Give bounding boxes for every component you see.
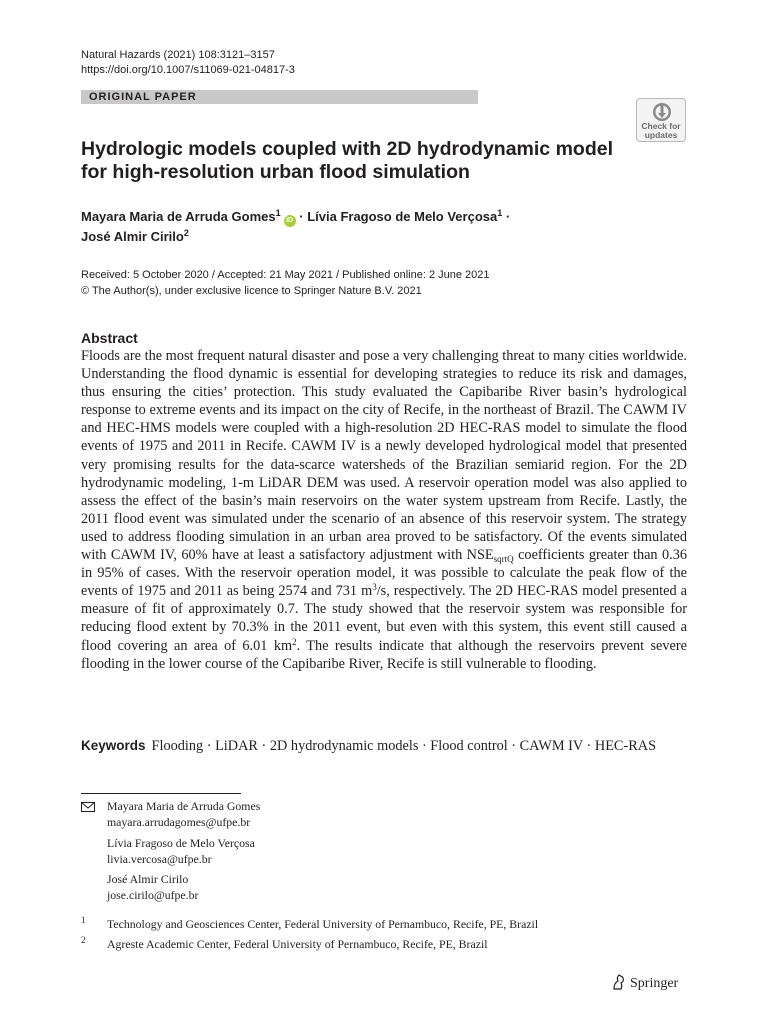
contact-name: Lívia Fragoso de Melo Verçosa	[107, 836, 255, 850]
nse-subscript: sqrtQ	[493, 554, 514, 565]
journal-header	[81, 48, 295, 78]
author-name: Lívia Fragoso de Melo Verçosa	[307, 209, 498, 224]
publisher-name: Springer	[630, 976, 679, 991]
check-for-updates-label: Check for updates	[641, 121, 681, 140]
keywords-section	[81, 737, 681, 756]
contact-name: Mayara Maria de Arruda Gomes	[107, 799, 261, 813]
journal-citation: Natural Hazards (2021) 108:3121–3157	[81, 49, 275, 61]
springer-horse-icon	[611, 973, 627, 991]
date-history: Received: 5 October 2020 / Accepted: 21 May 2021 / Published online: 2 June 2021	[81, 269, 490, 281]
contact-entry	[107, 836, 255, 867]
keywords-text: Flooding · LiDAR · 2D hydrodynamic models · Flood control · CAWM IV · HEC-RAS	[151, 738, 657, 754]
author-affil-ref: 1	[497, 208, 503, 218]
contact-email[interactable]: mayara.arrudagomes@ufpe.br	[107, 814, 251, 829]
abstract-text: coefficients greater than 0.36 in 95% of cases. With the reservoir operation model, it was possible to calculate the peak flow of the events of 1975 and 2011 as being 2574 and 731 m	[81, 547, 688, 600]
affiliation-number: 2	[81, 935, 86, 945]
affiliation-text: Agreste Academic Center, Federal University of Pernambuco, Recife, PE, Brazil	[107, 937, 488, 951]
author-affil-ref: 2	[183, 228, 189, 238]
footnote-divider	[81, 793, 241, 794]
author-affil-ref: 1	[275, 208, 281, 218]
author-name: José Almir Cirilo	[81, 229, 184, 244]
abstract-text: Floods are the most frequent natural disaster and pose a very challenging threat to many cities worldwide. Understanding the flood dynamic is essential for developing strategies to reduce its risk and damages, thus ensuring the cities’ protection. This study evaluated the Capibaribe River basin’s hydrological response to extreme events and its impact on the city of Recife, in the northeast of Brazil. The CAWM IV and HEC-HMS models were coupled with a high-resolution 2D HEC-RAS model to simulate the flood events of 1975 and 2011 in Recife. CAWM IV is a newly developed hydrological model that presented very promising results for the data-scarce watersheds of the Brazilian semiarid region. For the 2D hydrodynamic modeling, 1-m LiDAR DEM was used. A reservoir operation model was also applied to assess the effect of the basin’s main reservoirs on the water system upstream from Recife. Lastly, the 2011 flood event was simulated under the scenario of an absence of this reservoir system. The strategy used to address flooding simulation in an urban area proved to be satisfactory. Of the events simulated with CAWM IV, 60% have at least a satisfactory adjustment with NSE	[81, 348, 687, 564]
envelope-icon	[81, 802, 95, 812]
affiliation-number: 1	[81, 915, 86, 925]
contact-entry	[107, 799, 260, 830]
author-name: Mayara Maria de Arruda Gomes	[81, 209, 276, 224]
affiliation-text: Technology and Geosciences Center, Federal University of Pernambuco, Recife, PE, Brazil	[107, 917, 539, 931]
check-for-updates-button[interactable]	[636, 98, 686, 142]
keywords-label: Keywords	[81, 738, 146, 753]
contact-name: José Almir Cirilo	[107, 872, 189, 886]
author-separator: ·	[299, 209, 304, 224]
unit-superscript: 3	[372, 582, 377, 593]
abstract-heading: Abstract	[81, 330, 138, 346]
paper-title: Hydrologic models coupled with 2D hydrodynamic model for high-resolution urban flood simulation	[81, 138, 613, 183]
abstract-body	[81, 347, 687, 673]
publication-dates	[81, 267, 490, 299]
doi-link[interactable]: https://doi.org/10.1007/s11069-021-04817-3	[81, 64, 295, 76]
check-for-updates-icon	[652, 102, 672, 122]
orcid-icon[interactable]: iD	[284, 215, 296, 227]
abstract-text: /s, respectively. The 2D HEC-RAS model presented a measure of fit of approximately 0.7. The study showed that the reservoir system was responsible for reducing flood extent by 70.3% in the 2011 event, but even with this system, this event still caused a flood covering an area of 6.01 km	[81, 583, 687, 654]
contact-entry	[107, 872, 198, 903]
paper-type-bar	[81, 90, 478, 104]
contact-email[interactable]: jose.cirilo@ufpe.br	[107, 887, 199, 902]
author-list	[81, 207, 601, 246]
abstract-text: . The results indicate that although the reservoirs prevent severe flooding in the lower course of the Capibaribe River, Recife is still vulnerable to flooding.	[81, 637, 687, 672]
contact-email[interactable]: livia.vercosa@ufpe.br	[107, 851, 212, 866]
unit-superscript: 2	[292, 636, 297, 647]
author-separator: ·	[505, 209, 511, 224]
copyright-line: © The Author(s), under exclusive licence to Springer Nature B.V. 2021	[81, 285, 422, 297]
paper-type-label: ORIGINAL PAPER	[89, 91, 197, 103]
publisher-logo	[611, 973, 678, 994]
